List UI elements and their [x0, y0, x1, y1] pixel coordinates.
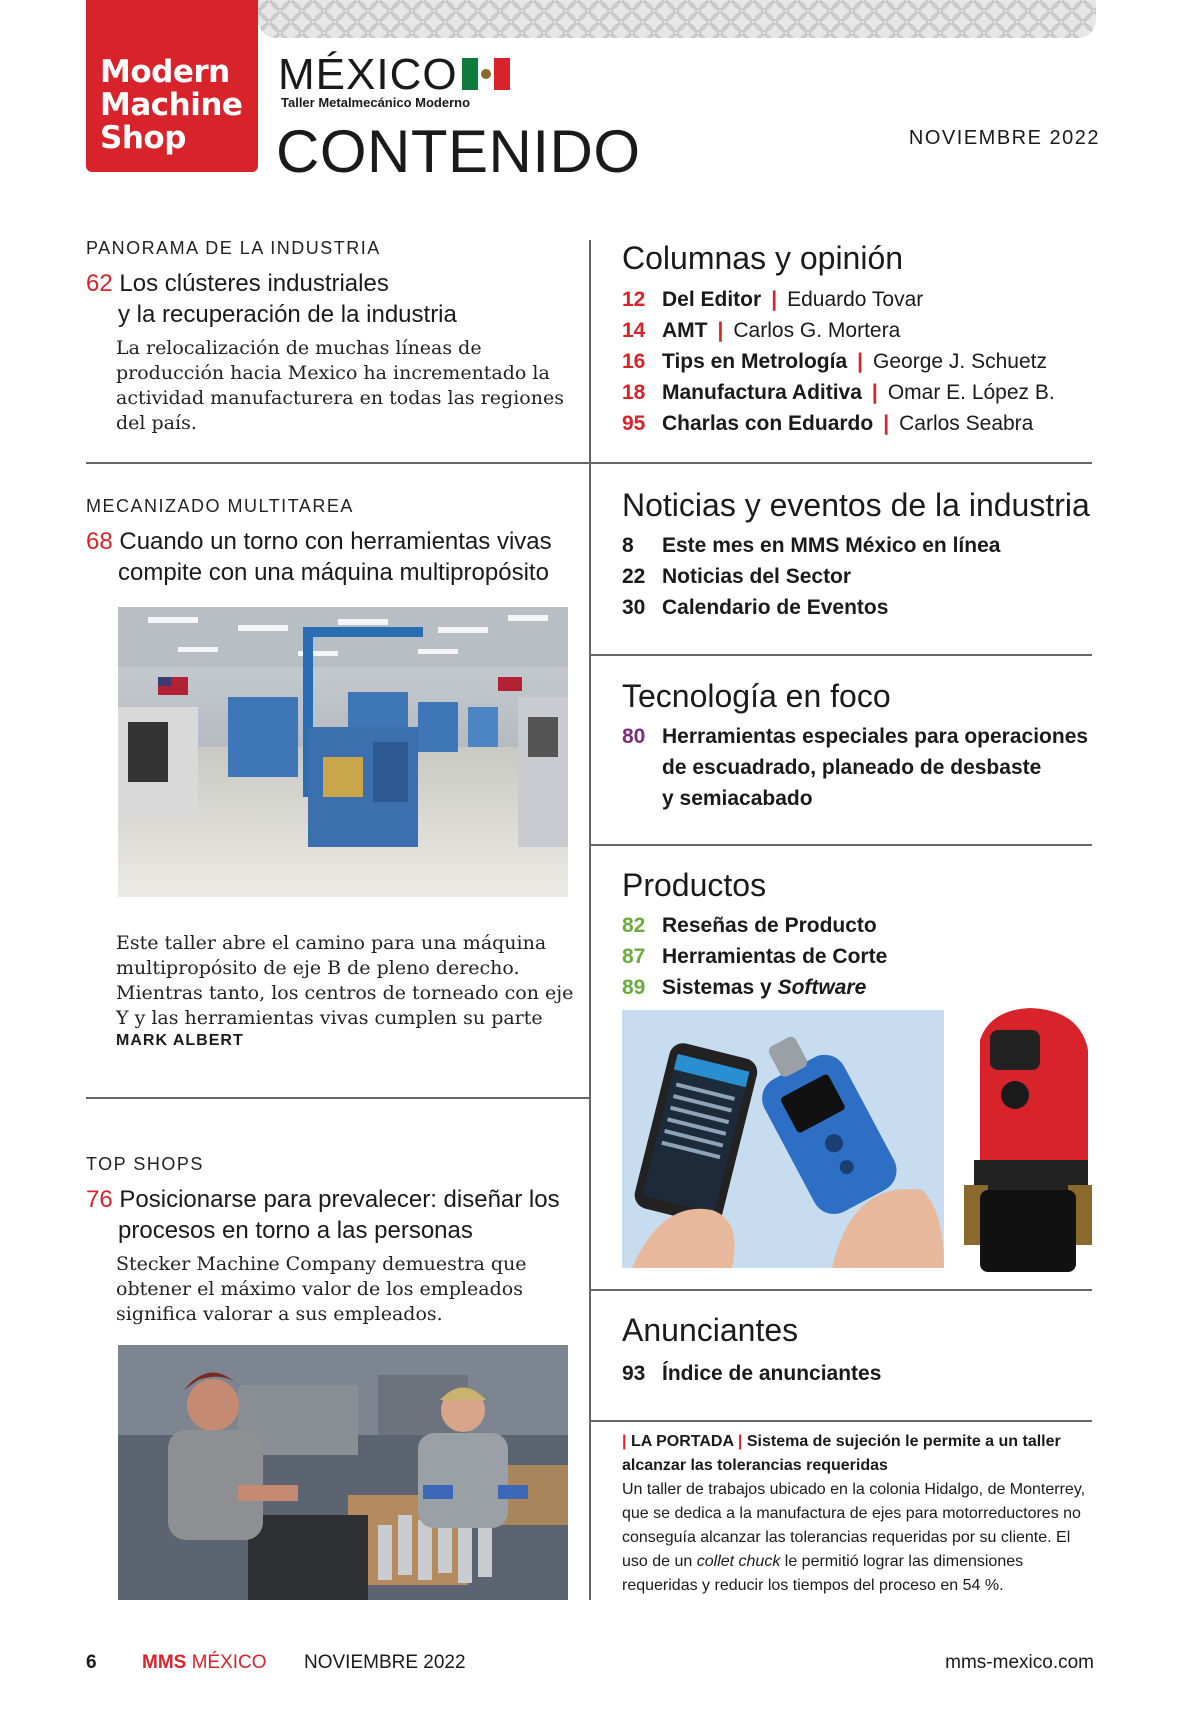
- divider: [86, 1097, 589, 1099]
- headline-line-1: Posicionarse para prevalecer: diseñar los: [119, 1186, 560, 1213]
- list-item[interactable]: [622, 910, 1092, 941]
- article-headline[interactable]: [86, 268, 566, 330]
- footer-brand: [142, 1652, 267, 1674]
- item-author: Carlos Seabra: [899, 412, 1034, 435]
- item-page: 82: [622, 914, 646, 937]
- article-dek: Este taller abre el camino para una máquina multipropósito de eje B de pleno derecho. Mientras tanto, los centros de torneado con eje Y y las herramientas vivas cumplen su parte: [116, 932, 574, 1029]
- logo-line-3: Shop: [100, 120, 186, 156]
- list-item[interactable]: [622, 315, 1092, 346]
- item-name-italic: Software: [777, 976, 867, 999]
- cover-label: LA PORTADA: [630, 1433, 734, 1450]
- separator: |: [871, 381, 878, 404]
- item-page: 18: [622, 381, 646, 404]
- footer-date: NOVIEMBRE 2022: [304, 1652, 466, 1673]
- item-author: Carlos G. Mortera: [733, 319, 901, 342]
- item-author: George J. Schuetz: [873, 350, 1047, 373]
- logo-line-2: Machine: [100, 87, 243, 123]
- issue-date: NOVIEMBRE 2022: [908, 127, 1100, 149]
- headline-line-2: procesos en torno a las personas: [118, 1217, 473, 1244]
- cover-description: [622, 1430, 1092, 1598]
- item-line-3: y semiacabado: [662, 787, 813, 810]
- item-page: 87: [622, 945, 646, 968]
- section-title-columnas: Columnas y opinión: [622, 240, 904, 276]
- section-title-anunciantes: Anunciantes: [622, 1312, 799, 1348]
- divider: [589, 1289, 1092, 1291]
- article-kicker: PANORAMA DE LA INDUSTRIA: [86, 238, 381, 258]
- item-line-1: Herramientas especiales para operaciones: [662, 725, 1089, 748]
- separator: |: [857, 350, 864, 373]
- item-page: 14: [622, 319, 646, 342]
- cover-body-italic: collet chuck: [696, 1553, 781, 1570]
- productos-list: [622, 910, 1092, 1003]
- separator: |: [737, 1433, 743, 1450]
- item-page: 95: [622, 412, 646, 435]
- article-page: 62: [86, 270, 113, 297]
- headline-line-2: compite con una máquina multipropósito: [118, 559, 549, 586]
- headline-line-1: Los clústeres industriales: [119, 270, 389, 297]
- item-page: 16: [622, 350, 646, 373]
- headline-line-1: Cuando un torno con herramientas vivas: [119, 528, 552, 555]
- list-item[interactable]: [622, 1358, 1092, 1389]
- header-pattern: [258, 0, 1096, 38]
- item-page: 22: [622, 565, 646, 588]
- article-page: 76: [86, 1186, 113, 1213]
- columnas-list: [622, 284, 1092, 439]
- item-author: Omar E. López B.: [887, 381, 1055, 404]
- column-divider: [589, 240, 591, 1600]
- list-item[interactable]: [622, 592, 1092, 623]
- anunciantes-list: [622, 1358, 1092, 1389]
- divider: [86, 462, 589, 464]
- item-name: Índice de anunciantes: [662, 1362, 882, 1385]
- separator: |: [622, 1433, 627, 1450]
- item-name: Noticias del Sector: [662, 565, 852, 588]
- section-title-productos: Productos: [622, 867, 767, 903]
- cover-body-2: le permitió lograr las dimensiones requeridas y reducir los tiempos del proceso en 54 %.: [622, 1553, 1024, 1594]
- article-headline[interactable]: [86, 526, 566, 588]
- item-name: Herramientas de Corte: [662, 945, 888, 968]
- item-page: 89: [622, 976, 646, 999]
- item-name: AMT: [662, 319, 708, 342]
- list-item[interactable]: [622, 561, 1092, 592]
- item-name: Sistemas y: [662, 976, 772, 999]
- logo-line-1: Modern: [100, 54, 230, 90]
- item-author: Eduardo Tovar: [787, 288, 924, 311]
- divider: [589, 844, 1092, 846]
- list-item[interactable]: [622, 346, 1092, 377]
- article-headline[interactable]: [86, 1184, 566, 1246]
- list-item[interactable]: [622, 377, 1092, 408]
- item-page: 8: [622, 534, 634, 557]
- item-name: Manufactura Aditiva: [662, 381, 862, 404]
- footer-url[interactable]: mms-mexico.com: [945, 1652, 1094, 1673]
- mexico-flag-icon: [462, 58, 510, 90]
- mms-logo[interactable]: [86, 0, 258, 172]
- divider: [589, 462, 1092, 464]
- list-item[interactable]: [622, 408, 1092, 439]
- list-item[interactable]: [622, 972, 1092, 1003]
- article-dek: Stecker Machine Company demuestra que obtener el máximo valor de los empleados significa valorar a sus empleados.: [116, 1253, 527, 1325]
- item-name: Charlas con Eduardo: [662, 412, 874, 435]
- separator: |: [771, 288, 778, 311]
- cover-body-1: Un taller de trabajos ubicado en la colonia Hidalgo, de Monterrey, que se dedica a la manufactura de ejes para motorreductores no conseguía alcanzar las tolerancias requeridas por su cliente. El uso de un: [622, 1481, 1086, 1570]
- cover-headline: Sistema de sujeción le permite a un taller alcanzar las tolerancias requeridas: [622, 1433, 1061, 1474]
- article-kicker: TOP SHOPS: [86, 1154, 204, 1174]
- workers-photo: [118, 1345, 568, 1600]
- footer-page-number: 6: [86, 1652, 97, 1673]
- separator: |: [883, 412, 890, 435]
- item-page: 93: [622, 1362, 646, 1385]
- section-title-tecnologia: Tecnología en foco: [622, 678, 891, 714]
- divider: [589, 1420, 1092, 1422]
- list-item[interactable]: [622, 941, 1092, 972]
- footer-brand-bold: MMS: [142, 1652, 187, 1673]
- item-line-2: de escuadrado, planeado de desbaste: [662, 756, 1042, 779]
- tecnologia-list: [622, 721, 1092, 814]
- separator: |: [717, 319, 724, 342]
- edition-name: MÉXICO: [278, 50, 458, 99]
- item-page: 80: [622, 725, 646, 748]
- item-name: Del Editor: [662, 288, 762, 311]
- article-kicker: MECANIZADO MULTITAREA: [86, 496, 354, 516]
- footer-brand-light: MÉXICO: [191, 1652, 267, 1673]
- item-name: Reseñas de Producto: [662, 914, 877, 937]
- divider: [589, 654, 1092, 656]
- article-dek: La relocalización de muchas líneas de producción hacia Mexico ha incrementado la actividad manufacturera en todas las regiones del país.: [116, 337, 564, 434]
- section-title-noticias: Noticias y eventos de la industria: [622, 487, 1090, 523]
- list-item[interactable]: [622, 284, 1092, 315]
- page-title: CONTENIDO: [276, 118, 641, 185]
- item-page: 12: [622, 288, 646, 311]
- laser-tracker-photo: [960, 1000, 1094, 1275]
- item-name: Calendario de Eventos: [662, 596, 889, 619]
- factory-photo: [118, 607, 568, 897]
- list-item[interactable]: [622, 721, 1092, 814]
- handheld-gauge-photo: [622, 1010, 944, 1268]
- tagline: Taller Metalmecánico Moderno: [281, 95, 471, 110]
- article-byline: MARK ALBERT: [116, 1032, 244, 1049]
- article-page: 68: [86, 528, 113, 555]
- list-item[interactable]: [622, 530, 1092, 561]
- item-name: Tips en Metrología: [662, 350, 848, 373]
- headline-line-2: y la recuperación de la industria: [118, 301, 457, 328]
- item-page: 30: [622, 596, 646, 619]
- item-name: Este mes en MMS México en línea: [662, 534, 1001, 557]
- noticias-list: [622, 530, 1092, 623]
